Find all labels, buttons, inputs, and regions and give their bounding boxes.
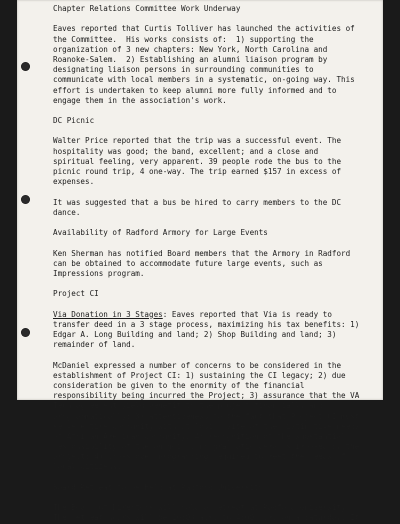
section-heading: Board Retreat to be Held at Radford University	[53, 482, 264, 492]
paragraph-line: can be obtained to accommodate future large events, such as	[53, 258, 323, 268]
binder-hole-bottom	[21, 328, 30, 337]
paragraph-line: serve entire community without losing site of the distinctive needs	[53, 421, 360, 431]
paragraph-line: The retreat hours will be 10:00 a.m. to 4:00 p.m. on a Saturday. It	[53, 513, 360, 523]
paragraph-line: Ken Sherman has notified Board members that the Armory in Radford	[53, 248, 351, 258]
paragraph-line: picnic round trip, 4 one-way. The trip earned $157 in excess of	[53, 167, 342, 176]
section-heading: DC Picnic	[53, 116, 95, 126]
section-heading: Chapter Relations Committee Work Underway	[53, 4, 241, 13]
paragraph-line: the Committee. His works consists of: 1) supporting the	[53, 34, 314, 44]
paragraph-line: Edgar A. Long Building and land; 2) Shop Building and land; 3)	[53, 330, 337, 339]
paragraph-line: Impressions program.	[53, 268, 145, 278]
paragraph-line: project; 4) cross-over programming required to meet the needs of	[53, 452, 346, 462]
section-heading: Availability of Radford Armory for Large Events	[53, 228, 268, 238]
paragraph-line-underlined-lead: Via Donation in 3 Stages: Eaves reported that Via is ready to	[53, 309, 332, 319]
paragraph-line: Roanoke-Salem. 2) Establishing an alumni liaison program by	[53, 54, 328, 64]
paragraph-line: engage them in the association's work.	[53, 95, 227, 105]
paragraph-line: organization of 3 new chapters: New York, North Carolina and	[53, 44, 328, 54]
paragraph-line: Tech agreement yield benefit to the project financially and	[53, 401, 323, 411]
paragraph-line: designating liaison persons in surrounding communities to	[53, 65, 314, 75]
paragraph-line: local citizens.	[53, 462, 122, 472]
binder-hole-middle	[21, 195, 30, 204]
paragraph-line: expenses.	[53, 177, 95, 187]
paragraph-line: transfer deed in a 3 stage process, maximizing his tax benefits: 1)	[53, 319, 360, 329]
paragraph-line: dance.	[53, 207, 81, 217]
document-body	[53, 4, 371, 524]
paragraph-line: remainder of land.	[53, 340, 136, 350]
paragraph-line: hospitality was good; the band, excellent; and a close and	[53, 146, 319, 156]
paragraph-line: responsibility of the on-going, programmatic demands imposed by the	[53, 442, 360, 452]
paragraph-line: of African American community; 4) recognition of the substantial	[53, 431, 346, 441]
underlined-subheading: Via Donation in 3 Stages	[53, 309, 163, 319]
paragraph-line: communicate with local members in a systematic, on-going way. This	[53, 75, 355, 85]
paragraph-line: Walter Price reported that the trip was a successful event. The	[53, 136, 342, 146]
paragraph-line: programmatically; 3) attentiveness to the fact that Project CI must	[53, 411, 360, 421]
section-heading: Project CI	[53, 289, 99, 299]
paragraph-line: It was suggested that a bus be hired to carry members to the DC	[53, 197, 342, 207]
document-page	[17, 0, 383, 523]
paragraph-line: establishment of Project CI: 1) sustaining the CI legacy; 2) due	[53, 370, 346, 380]
binder-hole-top	[21, 62, 30, 71]
paragraph-line: McDaniel expressed a number of concerns to be considered in the	[53, 360, 342, 370]
paragraph-line: effort is undertaken to keep alumni more fully informed and to	[53, 85, 337, 95]
paragraph-line: consideration be given to the enormity of the financial	[53, 380, 305, 390]
paragraph-line: responsibility being incurred the Project; 3) assurance that the VA	[53, 391, 360, 401]
paragraph-line: The Board of Directors will hold a retreat at Radford University.	[53, 503, 351, 513]
paragraph-line: spiritual feeling, very apparent. 39 people rode the bus to the	[53, 156, 342, 166]
paragraph-line: Eaves reported that Curtis Tolliver has launched the activities of	[53, 24, 355, 34]
